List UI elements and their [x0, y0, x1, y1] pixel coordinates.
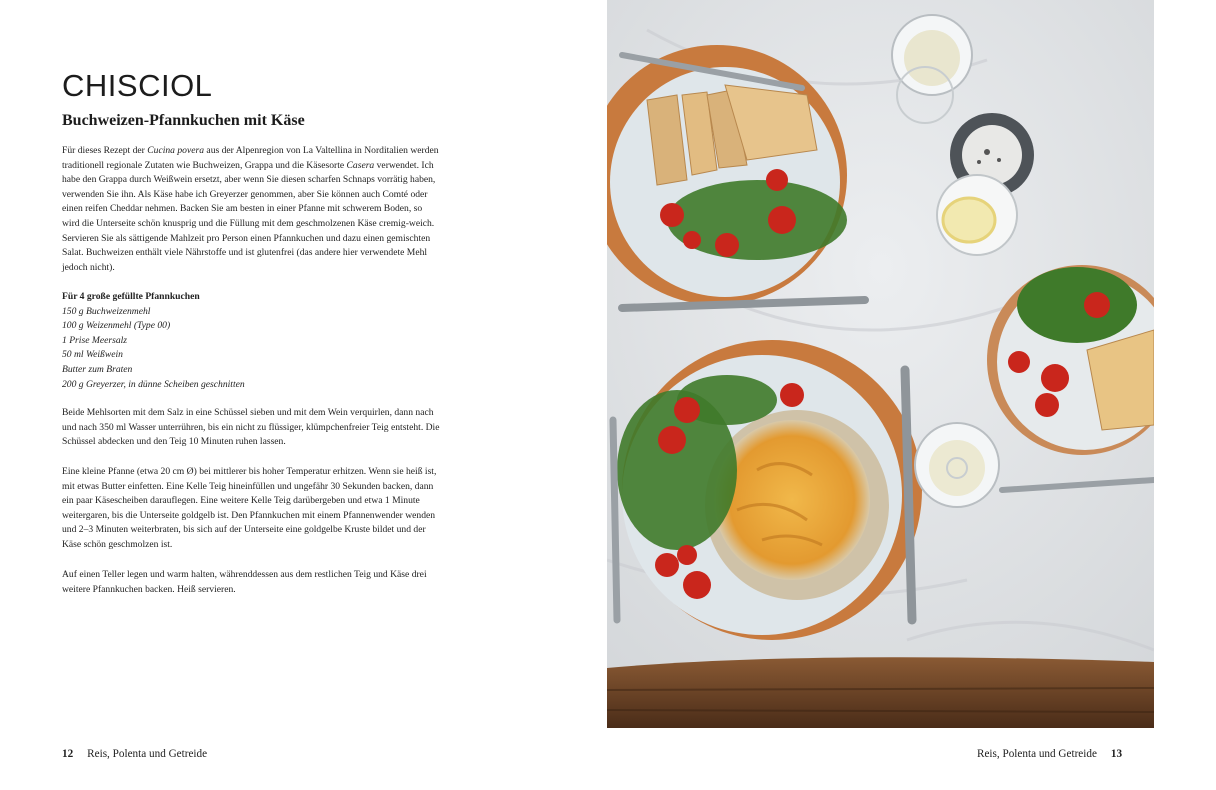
food-photo-illustration [607, 0, 1154, 728]
intro-emphasis-1: Cucina povera [147, 145, 205, 156]
right-footer [977, 748, 1122, 760]
left-section-name: Reis, Polenta und Getreide [87, 748, 208, 760]
ingredients-list [62, 290, 442, 392]
ingredients-heading: Für 4 große gefüllte Pfannkuchen [62, 291, 200, 302]
intro-text-2: aus der Alpenregion von La Valtellina in Norditalien werden traditionell regionale Zutaten wie Buchweizen, Grappa und die Käsesorte [62, 145, 439, 171]
left-page-number: 12 [62, 748, 74, 760]
ingredient-item: 50 ml Weißwein [62, 349, 123, 361]
method-step-1 [62, 406, 442, 450]
ingredient-item: 150 g Buchweizenmehl [62, 305, 151, 317]
method-step-2 [62, 465, 442, 553]
intro-text-1: Für dieses Rezept der [62, 145, 148, 156]
ingredient-item: 200 g Greyerzer, in dünne Scheiben geschnitten [62, 378, 245, 390]
ingredient-item: 1 Prise Meersalz [62, 334, 128, 346]
left-footer [62, 748, 207, 760]
method-step-text: Eine kleine Pfanne (etwa 20 cm Ø) bei mittlerer bis hoher Temperatur erhitzen. Wenn sie heiß ist, mit etwas Butter einfetten. Eine Kelle Teig hineinfüllen und ungefähr 30 Sekunden backen, dann ein paar Käsescheiben darauflegen. Eine weitere Kelle Teig darübergeben und etwa 1 Minute weitergaren, bis die Unterseite goldgelb ist. Den Pfannkuchen mit einem Pfannenwender wenden und 2–3 Minuten weiterbraten, bis sich auf der Unterseite eine goldgelbe Kruste bildet und der Käse schön geschmolzen ist. [62, 466, 437, 550]
intro-emphasis-2: Casera [346, 159, 375, 171]
water-glass [937, 175, 1017, 255]
method-step-text: Beide Mehlsorten mit dem Salz in eine Schüssel sieben und mit dem Wein verquirlen, dann nach und nach 350 ml Wasser unterrühren, bis ein nicht zu flüssiger, klümpchenfreier Teig entsteht. Die Schüssel abdecken und den Teig 10 Minuten ruhen lassen. [62, 407, 440, 448]
right-page-number: 13 [1110, 748, 1123, 760]
intro-paragraph [62, 144, 442, 275]
fork-left [613, 420, 617, 620]
ingredient-item: 100 g Weizenmehl (Type 00) [62, 320, 171, 332]
intro-text-3: verwendet. Ich habe den Grappa durch Weißwein ersetzt, aber wenn Sie diesen scharfen Schnaps vorrätig haben, verwenden Sie ihn. Als Käse habe ich Greyerzer genommen, aber Sie können auch Comté oder einen reifen Cheddar nehmen. Backen Sie am besten in einer Pfanne mit schwerem Boden, so wird die Unterseite schön knusprig und die Füllung mit dem geschmolzenen Käse cremig-weich. Servieren Sie als sättigende Mahlzeit pro Person einen Pfannkuchen und dazu einen gemischten Salat. Buchweizen enthält viele Nährstoffe und ist glutenfrei (das andere hier verwendete Mehl jedoch nicht). [62, 159, 436, 273]
recipe-subtitle: Buchweizen-Pfannkuchen mit Käse [62, 112, 305, 129]
right-section-name: Reis, Polenta und Getreide [977, 748, 1097, 760]
food-photo [607, 0, 1154, 728]
wooden-table [607, 657, 1154, 728]
ingredient-item: Butter zum Braten [62, 363, 133, 375]
method-step-3 [62, 568, 442, 597]
wine-glass-bottom [915, 423, 999, 507]
method-step-text: Auf einen Teller legen und warm halten, währenddessen aus dem restlichen Teig und Käse drei weitere Pfannkuchen backen. Heiß servieren. [62, 569, 427, 595]
recipe-title: CHISCIOL [62, 68, 213, 103]
